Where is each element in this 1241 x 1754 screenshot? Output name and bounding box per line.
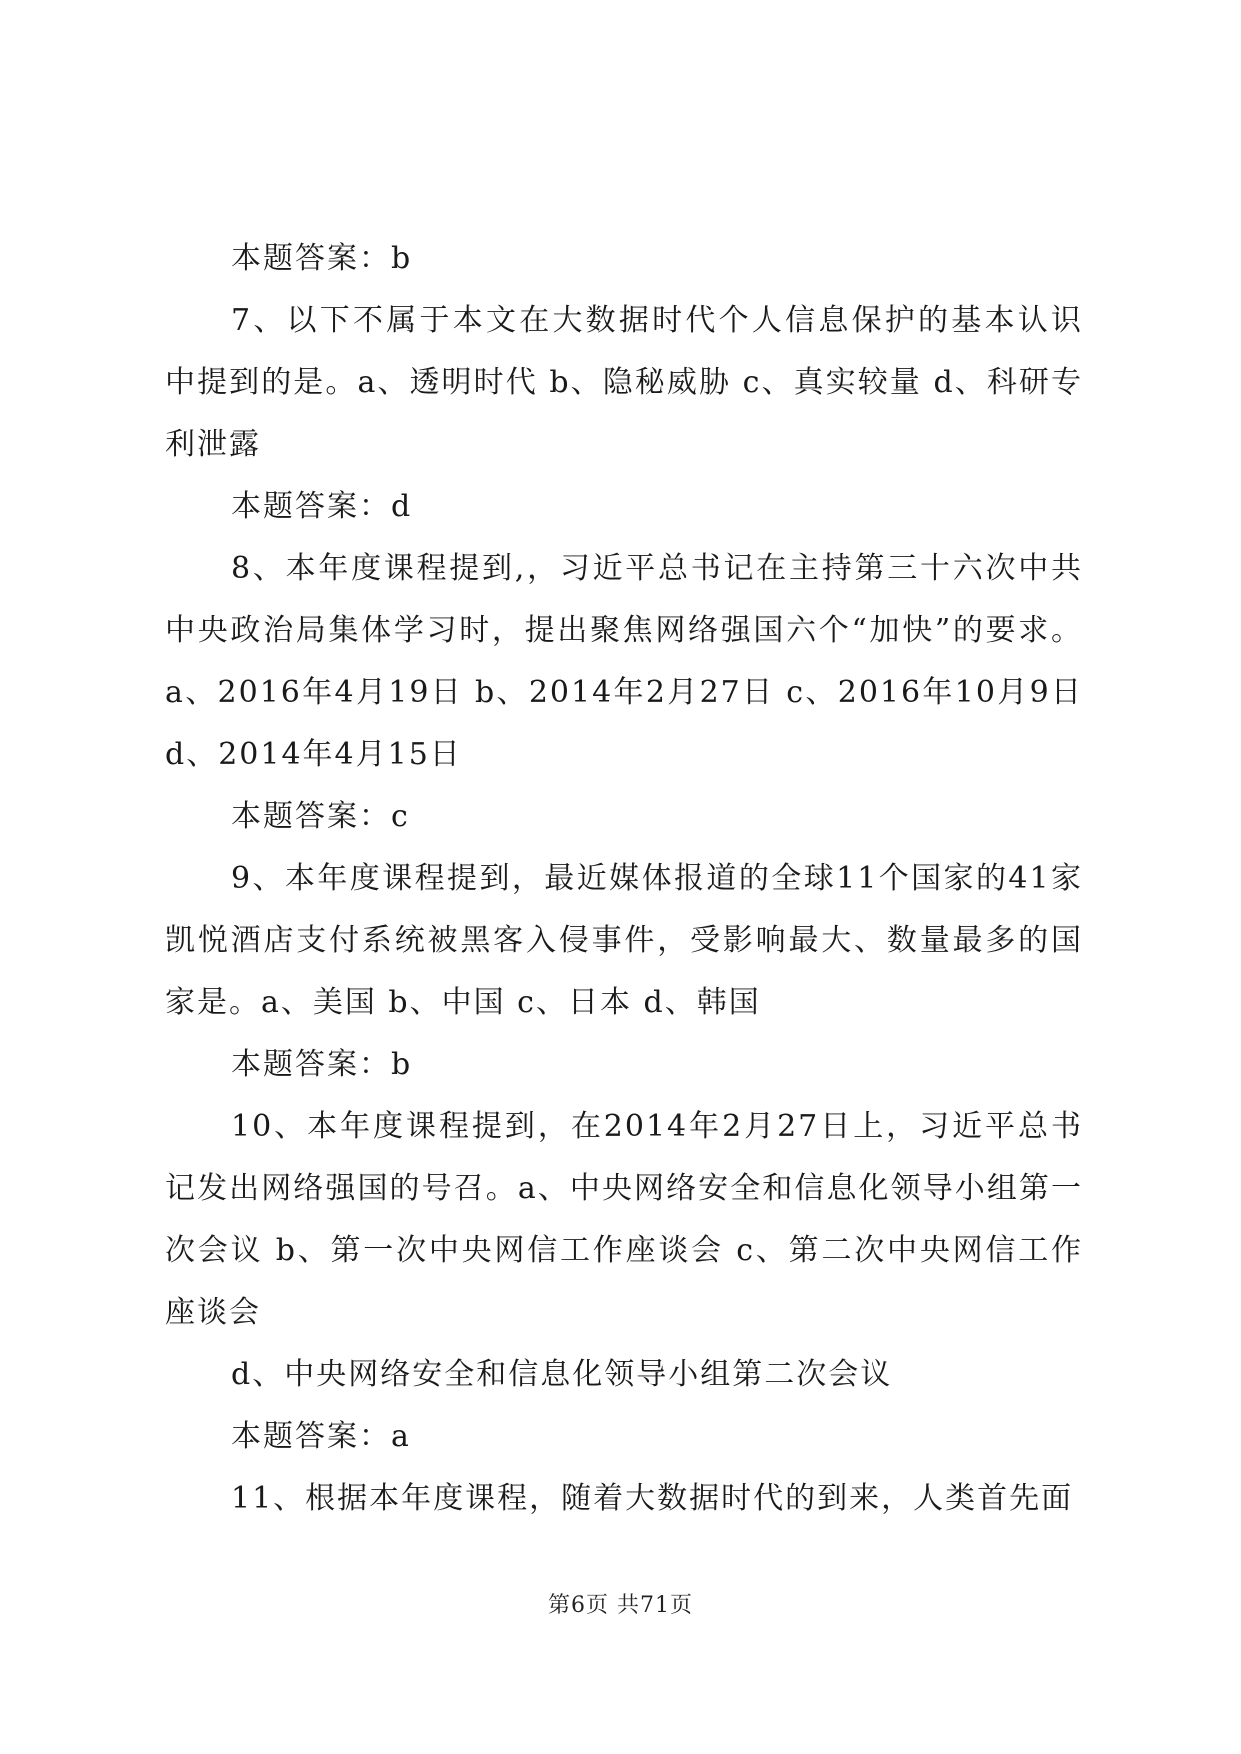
question-10: 10、本年度课程提到，在2014年2月27日上，习近平总书记发出网络强国的号召。a、中央网络安全和信息化领导小组第一次会议 b、第一次中央网信工作座谈会 c、第二次中央网信工作座谈会 bbox=[165, 1109, 1083, 1330]
answer-line: 本题答案：b bbox=[231, 1047, 413, 1082]
document-body bbox=[165, 228, 1083, 1530]
question-9: 9、本年度课程提到，最近媒体报道的全球11个国家的41家凯悦酒店支付系统被黑客入侵事件，受影响最大、数量最多的国家是。a、美国 b、中国 c、日本 d、韩国 bbox=[165, 861, 1083, 1020]
answer-line: 本题答案：b bbox=[231, 241, 413, 276]
question-7: 7、以下不属于本文在大数据时代个人信息保护的基本认识中提到的是。a、透明时代 b、隐秘威胁 c、真实较量 d、科研专利泄露 bbox=[165, 303, 1083, 462]
answer-line: 本题答案：c bbox=[231, 799, 410, 834]
question-11: 11、根据本年度课程，随着大数据时代的到来，人类首先面 bbox=[231, 1481, 1074, 1516]
answer-line: 本题答案：d bbox=[231, 489, 413, 524]
question-8: 8、本年度课程提到,，习近平总书记在主持第三十六次中共中央政治局集体学习时，提出聚焦网络强国六个“加快”的要求。a、2016年4月19日 b、2014年2月27日 c、2016年10月9日 d、2014年4月15日 bbox=[165, 551, 1083, 772]
question-10-option-d: d、中央网络安全和信息化领导小组第二次会议 bbox=[231, 1357, 893, 1392]
answer-line: 本题答案：a bbox=[231, 1419, 411, 1454]
page-footer: 第6页 共71页 bbox=[548, 1593, 693, 1618]
